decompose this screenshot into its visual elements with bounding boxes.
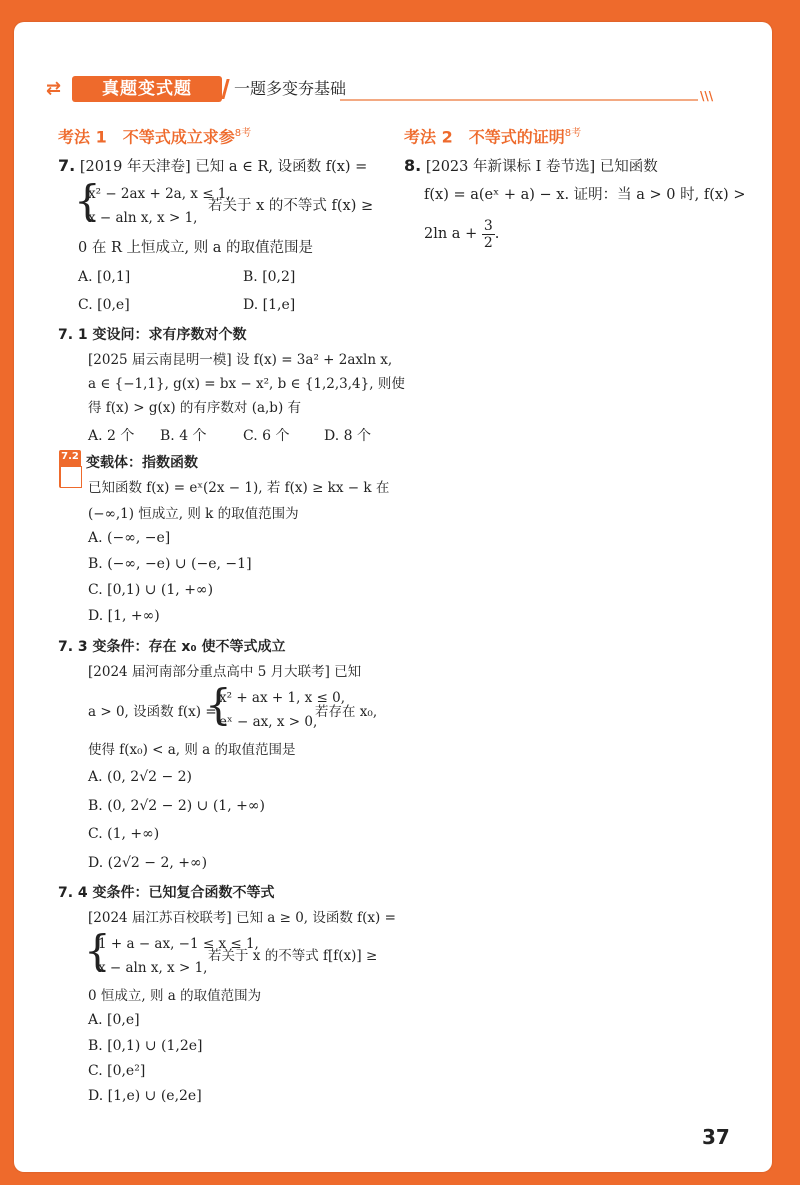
q8-stem: [2023 年新课标 Ⅰ 卷节选] 已知函数 [425,159,658,175]
q7-brace: { [74,176,101,225]
q71-line1: [2025 届云南昆明一模] 设 f(x) = 3a² + 2axln x, [88,352,393,368]
q73-line3: 使得 f(x₀) < a, 则 a 的取值范围是 [88,742,296,758]
q72-title: 变载体：指数函数 [86,455,198,471]
q73-option-d: D. (2√2 − 2, +∞) [88,855,208,871]
header-slash [221,79,229,99]
q74-brace: { [84,926,111,975]
q8-line3-post: . [494,226,500,242]
q72-line2: (−∞,1) 恒成立, 则 k 的取值范围为 [88,506,299,522]
q7-option-d: D. [1,e] [243,297,296,313]
q74-option-d: D. [1,e) ∪ (e,2e] [88,1088,202,1104]
q72-option-a: A. (−∞, −e] [88,530,171,546]
q8-fraction [482,218,495,251]
q72-option-d: D. [1, +∞) [88,608,160,624]
q73-option-b: B. (0, 2√2 − 2) ∪ (1, +∞) [88,798,265,814]
q7-case2: x − aln x, x > 1, [88,210,198,226]
q7-number: 7. [58,156,76,175]
q74-option-b: B. [0,1) ∪ (1,2e] [88,1038,203,1054]
page-number: 37 [702,1125,730,1149]
header-tag: 真题变式题 [72,76,222,102]
q71-option-c: C. 6 个 [243,428,290,444]
q72-line1: 已知函数 f(x) = eˣ(2x − 1), 若 f(x) ≥ kx − k 在 [88,480,390,496]
header-rule [340,99,698,101]
method1-title [58,124,251,147]
q73-line1: [2024 届河南部分重点高中 5 月大联考] 已知 [88,664,362,680]
q7-option-c: C. [0,e] [78,297,130,313]
q8-fraction-denominator: 2 [483,234,493,251]
q7-line3: 0 在 R 上恒成立, 则 a 的取值范围是 [78,240,314,256]
q72-option-b: B. (−∞, −e) ∪ (−e, −1] [88,556,252,572]
q8-line3 [424,214,499,254]
q8-line1 [404,156,658,177]
q7-option-b: B. [0,2] [243,269,296,285]
swap-arrows-icon: ⇄ [46,78,62,99]
method2-count: 8考 [564,128,582,139]
q74-line3: 0 恒成立, 则 a 的取值范围为 [88,988,262,1004]
header-dots: \\\ [700,89,714,103]
method1-title-text: 考法 1 不等式成立求参 [58,127,235,147]
q71-line2: a ∈ {−1,1}, g(x) = bx − x², b ∈ {1,2,3,4}, 则使 [88,376,405,392]
q71-option-b: B. 4 个 [160,428,207,444]
q71-title: 7. 1 变设问：求有序数对个数 [58,327,247,343]
q73-case1: x² + ax + 1, x ≤ 0, [219,690,346,706]
q74-option-c: C. [0,e²] [88,1063,146,1079]
q7-line1 [58,156,367,177]
q74-case1: 1 + a − ax, −1 ≤ x ≤ 1, [98,936,259,952]
q73-pre: a > 0, 设函数 f(x) = [88,704,217,720]
q71-option-a: A. 2 个 [88,428,135,444]
q73-brace: { [205,680,232,729]
header-subtitle: 一题多变夯基础 [234,79,347,98]
q73-title: 7. 3 变条件：存在 x₀ 使不等式成立 [58,639,286,655]
q74-case2: x − aln x, x > 1, [98,960,208,976]
q7-condition: 若关于 x 的不等式 f(x) ≥ [208,198,374,214]
q73-post: 若存在 x₀, [315,704,378,720]
q72-badge-tag-icon [60,466,82,488]
method2-title-text: 考法 2 不等式的证明 [404,127,565,147]
q8-fraction-numerator: 3 [483,217,493,234]
q8-number: 8. [404,156,422,175]
q73-option-c: C. (1, +∞) [88,826,160,842]
q7-case1: x² − 2ax + 2a, x ≤ 1, [88,186,231,202]
q73-case2: eˣ − ax, x > 0, [219,714,318,730]
q74-option-a: A. [0,e] [88,1012,140,1028]
q74-condition: 若关于 x 的不等式 f[f(x)] ≥ [208,948,378,964]
q73-option-a: A. (0, 2√2 − 2) [88,769,193,785]
q71-line3: 得 f(x) > g(x) 的有序数对 (a,b) 有 [88,400,302,416]
q74-title: 7. 4 变条件：已知复合函数不等式 [58,885,275,901]
q8-line3-pre: 2ln a + [424,226,478,242]
q7-option-a: A. [0,1] [78,269,131,285]
q8-line2: f(x) = a(eˣ + a) − x. 证明：当 a > 0 时, f(x) > [424,187,746,203]
q72-badge-number: 7.2 [61,451,79,462]
q72-option-c: C. [0,1) ∪ (1, +∞) [88,582,214,598]
q7-stem: [2019 年天津卷] 已知 a ∈ R, 设函数 f(x) = [79,159,368,175]
method1-count: 8考 [234,128,252,139]
method2-title [404,124,581,147]
q74-line1: [2024 届江苏百校联考] 已知 a ≥ 0, 设函数 f(x) = [88,910,396,926]
q71-option-d: D. 8 个 [324,428,371,444]
